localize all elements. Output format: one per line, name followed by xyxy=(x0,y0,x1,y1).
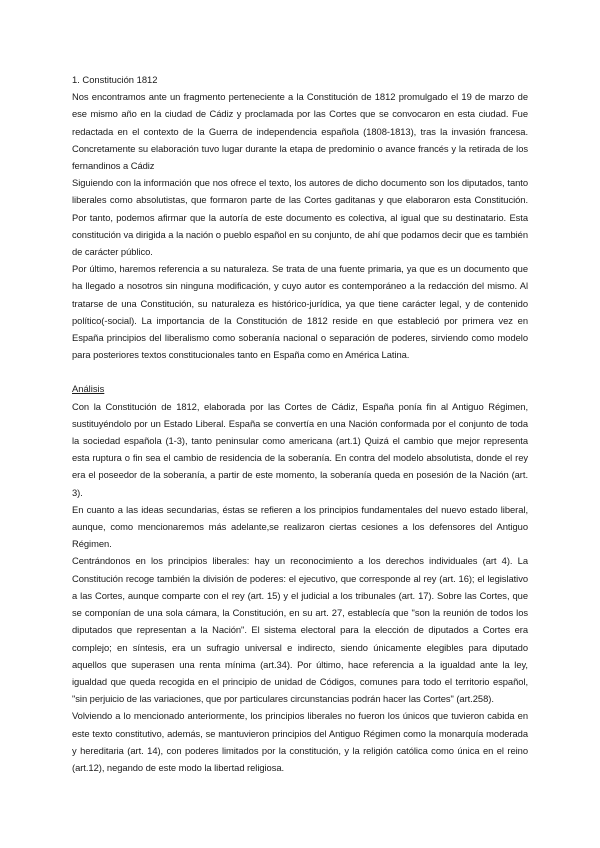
paragraph-nature: Por último, haremos referencia a su naturaleza. Se trata de una fuente primaria, ya que es un documento que ha llegado a nosotros sin ninguna modificación, y cuyo autor es contemporáneo a la redacción del mismo. Al tratarse de una Constitución, su naturaleza es histórico-jurídica, ya que tiene carácter legal, y de contenido político(-social). La importancia de la Constitución de 1812 reside en que estableció por primera vez en España principios del liberalismo como soberanía nacional o separación de poderes, sirviendo como modelo para posteriores textos constitucionales tanto en España como en América Latina. xyxy=(72,263,528,361)
section-spacer xyxy=(72,363,528,380)
paragraph-context: Nos encontramos ante un fragmento perteneciente a la Constitución de 1812 promulgado el 19 de marzo de ese mismo año en la ciudad de Cádiz y proclamada por las Cortes que se convocaron en esta ciudad. Fue redactada en el contexto de la Guerra de independencia española (1808-1813), tras la invasión francesa. Concretamente su elaboración tuvo lugar durante la etapa de predominio o avance francés y la retirada de los fernandinos a Cádiz xyxy=(72,91,528,172)
paragraph-analysis-intro: Con la Constitución de 1812, elaborada por las Cortes de Cádiz, España ponía fin al Antiguo Régimen, sustituyéndolo por un Estado Liberal. España se convertía en una Nación conformada por el conjunto de toda la sociedad española (1-3), tanto peninsular como americana (art.1) Quizá el cambio que mejor representa esta ruptura o fin sea el cambio de residencia de la soberanía. En contra del modelo absolutista, donde el rey era el poseedor de la soberanía, a partir de este momento, la soberanía queda en posesión de la Nación (art. 3). xyxy=(72,400,528,498)
paragraph-authors: Siguiendo con la información que nos ofrece el texto, los autores de dicho documento son los diputados, tanto liberales como absolutistas, que formaron parte de las Cortes gaditanas y que elaboraron esta Constitución. Por tanto, podemos afirmar que la autoría de este documento es colectiva, al igual que su destinatario. Esta constitución va dirigida a la nación o pueblo español en su conjunto, de ahí que podamos decir que es también de carácter público. xyxy=(72,177,528,258)
section-heading-constitucion: 1. Constitución 1812 xyxy=(72,74,158,85)
paragraph-old-regime-principles: Volviendo a lo mencionado anteriormente, los principios liberales no fueron los únicos que tuvieron cabida en este texto constitutivo, además, se mantuvieron principios del Antiguo Régimen como la monarquía moderada y hereditaria (art. 14), con poderes limitados por la constitución, y la religión católica como única en el reino (art.12), negando de este modo la libertad religiosa. xyxy=(72,710,528,773)
paragraph-liberal-principles: Centrándonos en los principios liberales: hay un reconocimiento a los derechos individuales (art 4). La Constitución recoge también la división de poderes: el ejecutivo, que corresponde al rey (art. 16); el legislativo a las Cortes, aunque comparte con el rey (art. 15) y el judicial a los tribunales (art. 17). Sobre las Cortes, que se componían de una sola cámara, la Constitución, en su art. 27, establecía que "son la reunión de todos los diputados que representan a la Nación". El sistema electoral para la elección de diputados a Cortes era complejo; en síntesis, era un sufragio universal e indirecto, siendo únicamente elegibles para diputado aquellos que superasen una renta mínima (art.34). Por último, hace referencia a la igualdad ante la ley, igualdad que queda recogida en el principio de unidad de Códigos, comunes para todo el territorio español, "sin perjuicio de las variaciones, que por particulares circunstancias podrán hacer las Cortes" (art.258). xyxy=(72,555,528,705)
paragraph-secondary-ideas: En cuanto a las ideas secundarias, éstas se refieren a los principios fundamentales del nuevo estado liberal, aunque, como mencionaremos más adelante,se realizaron ciertas cesiones a los defensores del Antiguo Régimen. xyxy=(72,503,528,550)
section-heading-analisis: Análisis xyxy=(72,383,105,395)
